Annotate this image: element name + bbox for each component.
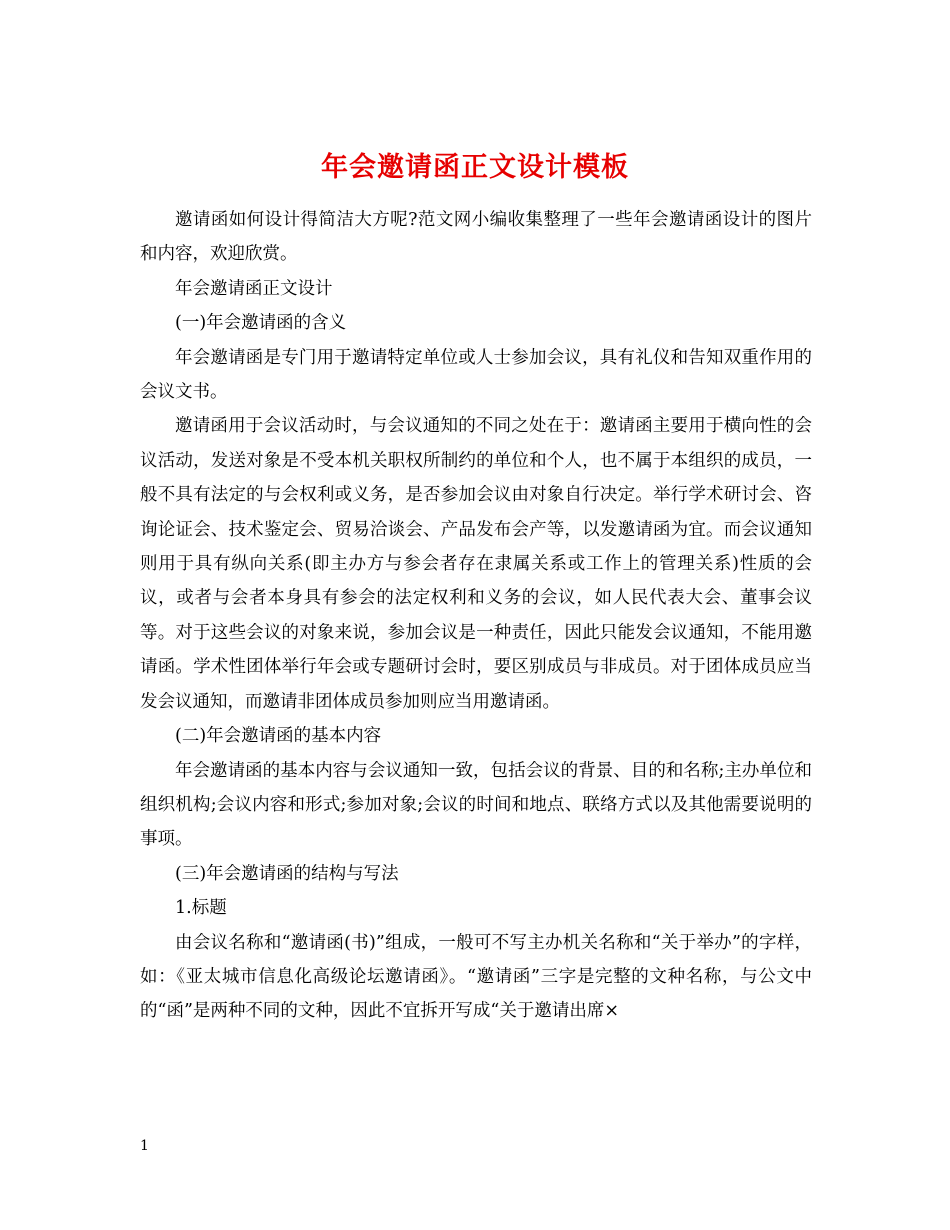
paragraph-subheading-2: (二)年会邀请函的基本内容 [175, 726, 382, 747]
paragraph-content: 年会邀请函的基本内容与会议通知一致，包括会议的背景、目的和名称;主办单位和组织机构;会议内容和形式;参加对象;会议的时间和地点、联络方式以及其他需要说明的事项。 [140, 760, 812, 850]
paragraph-item-title: 1.标题 [175, 898, 227, 919]
paragraph-subheading-3: (三)年会邀请函的结构与写法 [175, 863, 399, 884]
paragraph-intro: 邀请函如何设计得简洁大方呢?范文网小编收集整理了一些年会邀请函设计的图片和内容，欢迎欣赏。 [140, 210, 812, 265]
paragraph-section-heading: 年会邀请函正文设计 [175, 278, 333, 299]
paragraph-title-rule: 由会议名称和“邀请函(书)”组成，一般可不写主办机关名称和“关于举办”的字样，如：《亚太城市信息化高级论坛邀请函》。“邀请函”三字是完整的文种名称，与公文中的“函”是两种不同的文种，因此不宜拆开写成“关于邀请出席× [140, 932, 812, 1022]
document-body [140, 203, 812, 1029]
paragraph-subheading-1: (一)年会邀请函的含义 [175, 313, 347, 334]
paragraph-definition: 年会邀请函是专门用于邀请特定单位或人士参加会议，具有礼仪和告知双重作用的会议文书。 [140, 347, 812, 403]
document-title: 年会邀请函正文设计模板 [321, 152, 629, 184]
page-number: 1 [140, 1138, 149, 1154]
paragraph-difference: 邀请函用于会议活动时，与会议通知的不同之处在于：邀请函主要用于横向性的会议活动，发送对象是不受本机关职权所制约的单位和个人，也不属于本组织的成员，一般不具有法定的与会权利或义务，是否参加会议由对象自行决定。举行学术研讨会、咨询论证会、技术鉴定会、贸易洽谈会、产品发布会产等，以发邀请函为宜。而会议通知则用于具有纵向关系(即主办方与参会者存在隶属关系或工作上的管理关系)性质的会议，或者与会者本身具有参会的法定权利和义务的会议，如人民代表大会、董事会议等。对于这些会议的对象来说，参加会议是一种责任，因此只能发会议通知，不能用邀请函。学术性团体举行年会或专题研讨会时，要区别成员与非成员。对于团体成员应当发会议通知，而邀请非团体成员参加则应当用邀请函。 [140, 416, 812, 712]
